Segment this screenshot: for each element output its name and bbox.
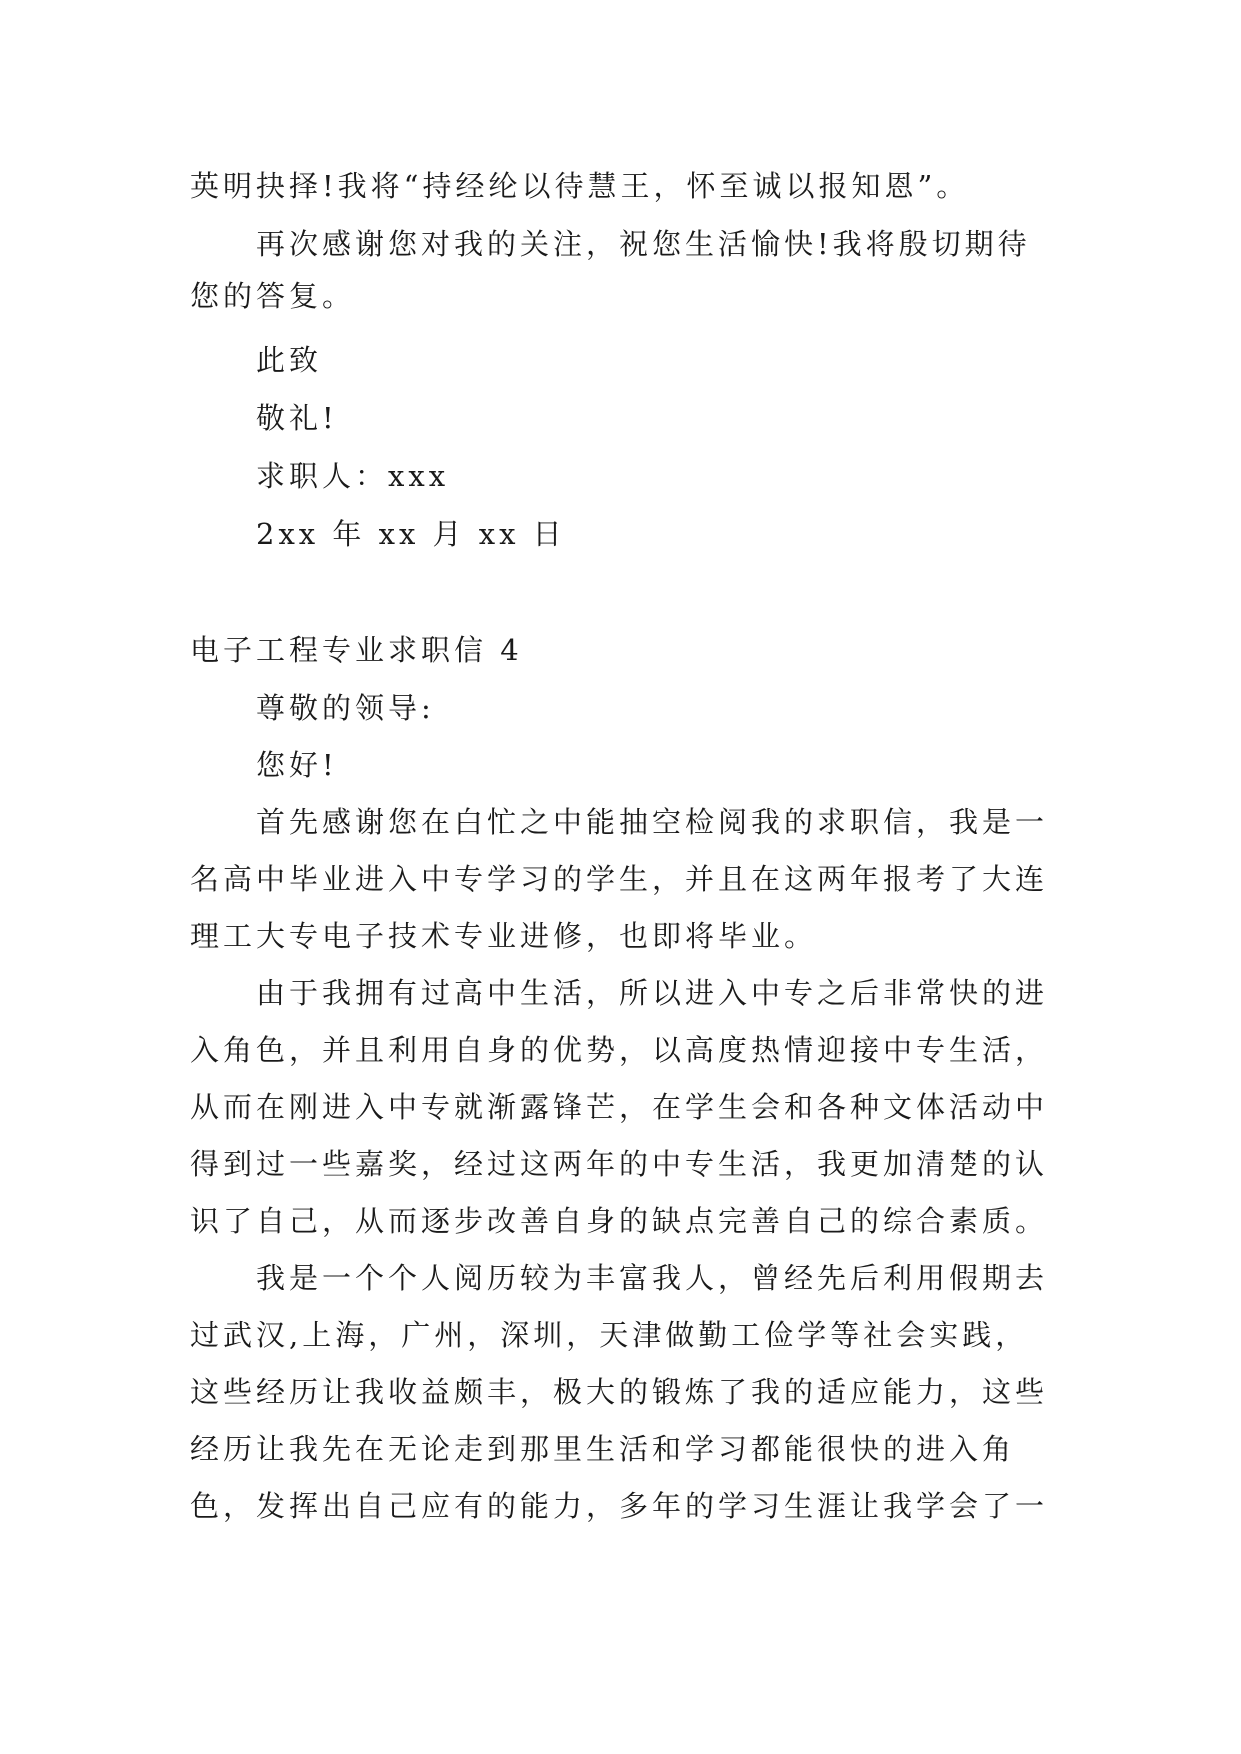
para-1-line-2: 名高中毕业进入中专学习的学生，并且在这两年报考了大连 — [190, 862, 1049, 896]
para-1-line-3: 理工大专电子技术专业进修，也即将毕业。 — [190, 919, 818, 953]
closing-line-1: 英明抉择!我将“持经纶以待慧王，怀至诚以报知恩”。 — [190, 169, 970, 203]
closing-line-3: 您的答复。 — [190, 279, 356, 313]
para-3-line-4: 经历让我先在无论走到那里生活和学习都能很快的进入角 — [190, 1432, 1016, 1466]
para-1-line-1: 首先感谢您在白忙之中能抽空检阅我的求职信，我是一 — [256, 805, 1049, 839]
para-2-line-5: 识了自己，从而逐步改善自身的缺点完善自己的综合素质。 — [190, 1204, 1049, 1238]
letter-4-title: 电子工程专业求职信 4 — [190, 633, 523, 667]
greeting-respected-leader: 尊敬的领导: — [256, 691, 435, 725]
para-2-line-2: 入角色，并且利用自身的优势，以高度热情迎接中专生活， — [190, 1033, 1049, 1067]
para-2-line-1: 由于我拥有过高中生活，所以进入中专之后非常快的进 — [256, 976, 1049, 1010]
para-2-line-3: 从而在刚进入中专就渐露锋芒，在学生会和各种文体活动中 — [190, 1090, 1049, 1124]
closing-line-2: 再次感谢您对我的关注，祝您生活愉快!我将殷切期待 — [256, 227, 1031, 261]
para-3-line-2: 过武汉,上海，广州，深圳，天津做勤工俭学等社会实践， — [190, 1318, 1029, 1352]
signer-line: 求职人：xxx — [256, 459, 450, 493]
salutation-jing-li: 敬礼! — [256, 401, 338, 435]
para-3-line-5: 色，发挥出自己应有的能力，多年的学习生涯让我学会了一 — [190, 1489, 1049, 1523]
para-2-line-4: 得到过一些嘉奖，经过这两年的中专生活，我更加清楚的认 — [190, 1147, 1049, 1181]
greeting-hello: 您好! — [256, 748, 338, 782]
para-3-line-1: 我是一个个人阅历较为丰富我人，曾经先后利用假期去 — [256, 1261, 1049, 1295]
date-line: 2xx 年 xx 月 xx 日 — [256, 517, 566, 551]
para-3-line-3: 这些经历让我收益颇丰，极大的锻炼了我的适应能力，这些 — [190, 1375, 1049, 1409]
salutation-ci-zhi: 此致 — [256, 343, 323, 377]
